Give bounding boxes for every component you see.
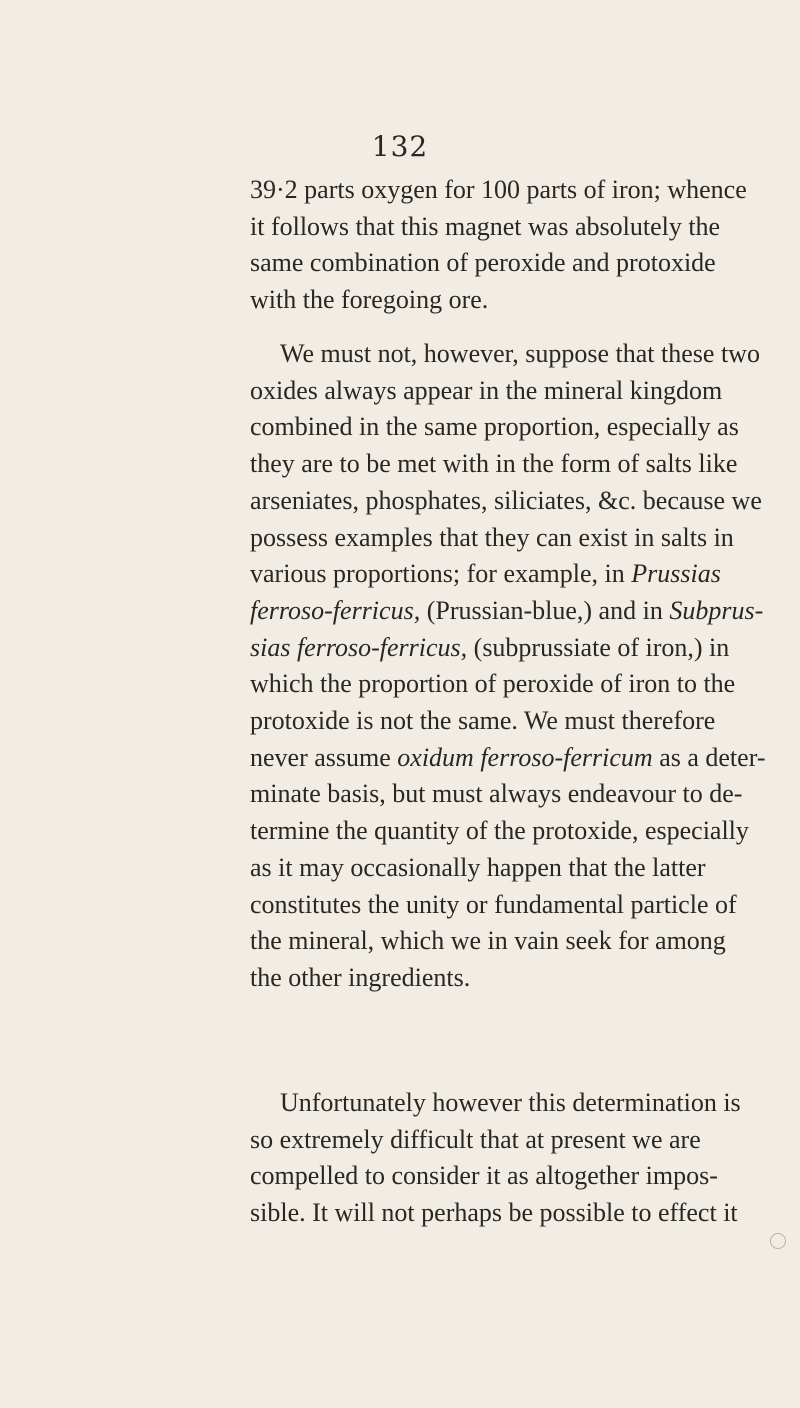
- text-line: protoxide is not the same. We must therefore: [250, 706, 716, 736]
- italic-term: ferroso-ferricus,: [250, 595, 421, 625]
- paragraph-3: [250, 1085, 741, 1232]
- page-number: 132: [371, 130, 429, 163]
- text-line: so extremely difficult that at present we are: [250, 1124, 701, 1154]
- text-line: which the proportion of peroxide of iron to the: [250, 669, 736, 699]
- paragraph-2: [250, 336, 766, 997]
- paragraph-1: [250, 172, 747, 319]
- text-line: minate basis, but must always endeavour to de-: [250, 779, 743, 809]
- text-segment: (subprussiate of iron,) in: [473, 632, 730, 662]
- italic-term: oxidum ferroso-ferricum: [397, 742, 653, 772]
- text-segment: various proportions; for example, in: [250, 559, 625, 589]
- text-line: [250, 740, 766, 777]
- scan-mark-icon: [770, 1233, 786, 1249]
- text-line: We must not, however, suppose that these two: [280, 339, 760, 368]
- text-line: [250, 593, 764, 630]
- text-line: [250, 556, 721, 593]
- text-line: arseniates, phosphates, siliciates, &c. because we: [250, 485, 762, 515]
- text-line: the mineral, which we in vain seek for among: [250, 926, 726, 956]
- text-line: sible. It will not perhaps be possible to effect it: [250, 1198, 738, 1228]
- text-line: compelled to consider it as altogether impos-: [250, 1161, 718, 1191]
- text-line: combined in the same proportion, especially as: [250, 412, 739, 442]
- text-line: the other ingredients.: [250, 962, 471, 992]
- text-line: possess examples that they can exist in salts in: [250, 522, 734, 552]
- text-line: Unfortunately however this determination is: [280, 1088, 741, 1117]
- text-line: same combination of peroxide and protoxide: [250, 248, 716, 278]
- text-segment: as a deter-: [659, 742, 766, 772]
- italic-term: sias ferroso-ferricus,: [250, 632, 468, 662]
- italic-term: Prussias: [631, 559, 721, 589]
- text-segment: never assume: [250, 742, 391, 772]
- text-segment: (Prussian-blue,) and in: [426, 595, 663, 625]
- text-line: termine the quantity of the protoxide, especially: [250, 816, 749, 846]
- text-line: [250, 630, 730, 667]
- text-line: it follows that this magnet was absolutely the: [250, 211, 721, 241]
- text-line: oxides always appear in the mineral kingdom: [250, 375, 723, 405]
- text-line: 39·2 parts oxygen for 100 parts of iron; whence: [250, 175, 747, 204]
- italic-term: Subprus-: [669, 595, 764, 625]
- text-line: with the foregoing ore.: [250, 285, 489, 315]
- text-line: they are to be met with in the form of salts like: [250, 449, 738, 479]
- text-line: as it may occasionally happen that the latter: [250, 852, 706, 882]
- text-line: constitutes the unity or fundamental particle of: [250, 889, 737, 919]
